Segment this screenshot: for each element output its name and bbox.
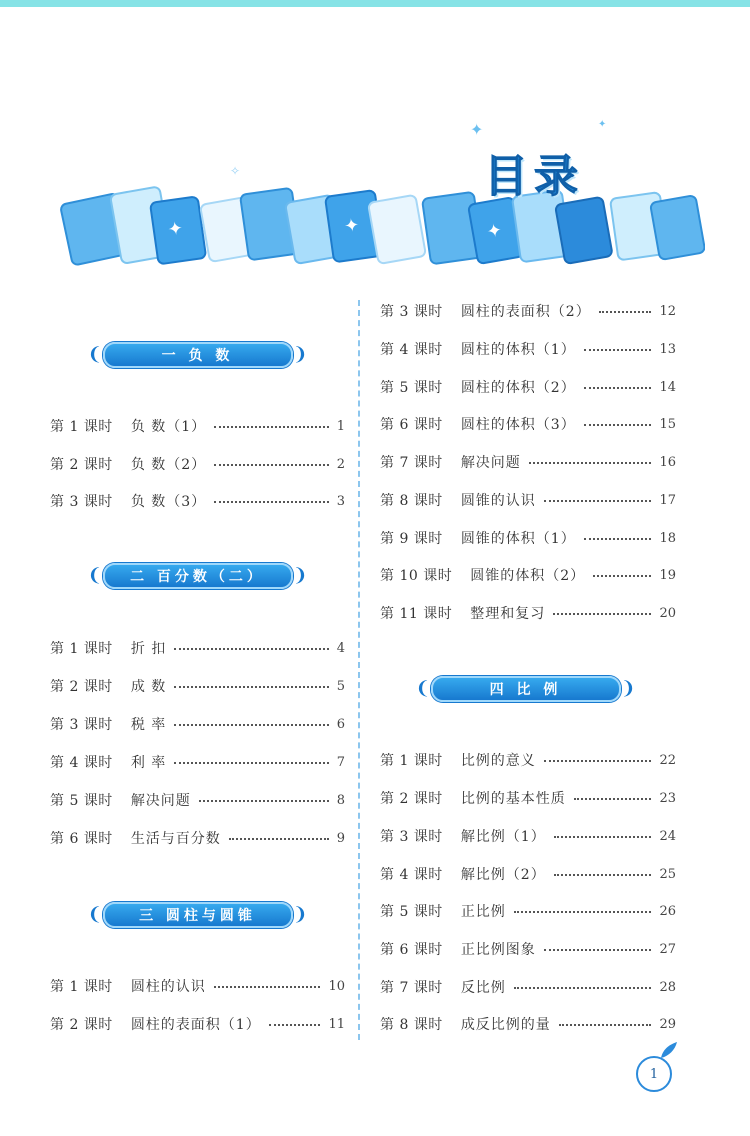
lesson-title: 成 数 [130, 679, 167, 695]
lesson-number: 第 8 课时 [380, 1017, 443, 1033]
lesson-number: 第 7 课时 [380, 455, 443, 471]
leader-dots [584, 538, 652, 540]
lesson-title: 成反比例的量 [460, 1017, 551, 1033]
page-ref: 26 [659, 903, 676, 919]
lesson-title: 正比例图象 [460, 942, 536, 958]
lesson-number: 第 2 课时 [50, 679, 113, 695]
scroll-ornament-icon: ❨ [87, 565, 103, 586]
lesson-title: 负 数（1） [130, 419, 207, 435]
toc-entry[interactable] [380, 749, 676, 771]
leader-dots [544, 500, 652, 502]
svg-text:✧: ✧ [230, 164, 241, 178]
lesson-title: 圆柱的体积（3） [460, 417, 576, 433]
lesson-title: 利 率 [130, 755, 167, 771]
top-color-strip [0, 0, 750, 7]
toc-entry[interactable] [50, 827, 345, 849]
lesson-number: 第 3 课时 [50, 494, 113, 510]
page-ref: 24 [659, 828, 676, 844]
lesson-number: 第 3 课时 [380, 829, 443, 845]
leader-dots [269, 1024, 321, 1026]
page-ref: 6 [336, 716, 345, 732]
page-ref: 5 [336, 678, 345, 694]
leader-dots [599, 311, 652, 313]
leader-dots [514, 911, 652, 913]
chapter-title: 一 负 数 [103, 342, 293, 368]
page-title: 目录 [484, 151, 584, 202]
lesson-number: 第 3 课时 [50, 717, 113, 733]
lesson-title: 圆柱的体积（2） [460, 380, 576, 396]
page-ref: 10 [328, 978, 345, 994]
leader-dots [174, 724, 328, 726]
lesson-title: 解决问题 [460, 455, 521, 471]
toc-entry[interactable] [50, 675, 345, 697]
lesson-number: 第 5 课时 [380, 904, 443, 920]
page-ref: 9 [336, 830, 345, 846]
lesson-number: 第 5 课时 [380, 380, 443, 396]
tile-row [60, 186, 705, 265]
column-divider [358, 300, 362, 1040]
toc-entry[interactable] [380, 376, 676, 398]
page-ref: 11 [328, 1016, 345, 1032]
toc-entry[interactable] [380, 527, 676, 549]
page-ref: 18 [659, 530, 676, 546]
leader-dots [529, 462, 652, 464]
page-number-badge [636, 1056, 672, 1092]
lesson-number: 第 11 课时 [380, 606, 453, 622]
toc-entry[interactable] [380, 413, 676, 435]
chapter-heading [415, 676, 636, 702]
lesson-title: 生活与百分数 [130, 831, 221, 847]
chapter-heading [87, 563, 308, 589]
page-ref: 12 [659, 303, 676, 319]
page-ref: 1 [336, 418, 345, 434]
lesson-title: 解比例（2） [460, 867, 546, 883]
page-ref: 15 [659, 416, 676, 432]
page-ref: 20 [659, 605, 676, 621]
toc-entry[interactable] [380, 338, 676, 360]
lesson-number: 第 4 课时 [50, 755, 113, 771]
toc-entry[interactable] [380, 825, 676, 847]
leader-dots [584, 387, 652, 389]
lesson-title: 圆柱的表面积（2） [460, 304, 591, 320]
header-banner [50, 95, 705, 285]
toc-entry[interactable] [50, 1013, 345, 1035]
chapter-title: 三 圆柱与圆锥 [103, 902, 293, 928]
toc-entry[interactable] [380, 602, 676, 624]
lesson-title: 整理和复习 [470, 606, 546, 622]
leader-dots [554, 874, 652, 876]
svg-text:✦: ✦ [342, 214, 361, 238]
toc-entry[interactable] [380, 1013, 676, 1035]
lesson-title: 税 率 [130, 717, 167, 733]
leader-dots [174, 648, 328, 650]
page-ref: 4 [336, 640, 345, 656]
scroll-ornament-icon: ❩ [620, 678, 636, 699]
leader-dots [199, 800, 329, 802]
lesson-number: 第 3 课时 [380, 304, 443, 320]
lesson-title: 圆锥的体积（2） [470, 568, 586, 584]
lesson-number: 第 2 课时 [380, 791, 443, 807]
lesson-number: 第 7 课时 [380, 980, 443, 996]
page-ref: 25 [659, 866, 676, 882]
svg-text:✦: ✦ [166, 217, 185, 241]
leader-dots [574, 798, 652, 800]
scroll-ornament-icon: ❨ [87, 904, 103, 925]
page-ref: 23 [659, 790, 676, 806]
page-ref: 22 [659, 752, 676, 768]
page-ref: 19 [659, 567, 676, 583]
toc-entry[interactable] [380, 787, 676, 809]
leader-dots [514, 987, 652, 989]
lesson-number: 第 4 课时 [380, 867, 443, 883]
toc-entry[interactable] [380, 900, 676, 922]
lesson-number: 第 6 课时 [50, 831, 113, 847]
scroll-ornament-icon: ❩ [292, 565, 308, 586]
toc-entry[interactable] [380, 564, 676, 586]
svg-text:✦: ✦ [598, 119, 607, 130]
lesson-number: 第 1 课时 [50, 979, 113, 995]
lesson-number: 第 10 课时 [380, 568, 453, 584]
leader-dots [584, 349, 652, 351]
page-ref: 8 [336, 792, 345, 808]
toc-entry[interactable] [380, 938, 676, 960]
chapter-heading [87, 342, 308, 368]
lesson-title: 圆锥的认识 [460, 493, 536, 509]
lesson-title: 折 扣 [130, 641, 167, 657]
page-ref: 27 [659, 941, 676, 957]
lesson-number: 第 2 课时 [50, 457, 113, 473]
toc-entry[interactable] [50, 751, 345, 773]
scroll-ornament-icon: ❨ [415, 678, 431, 699]
lesson-title: 比例的意义 [460, 753, 536, 769]
leader-dots [174, 762, 328, 764]
lesson-number: 第 8 课时 [380, 493, 443, 509]
toc-entry[interactable] [50, 415, 345, 437]
toc-entry[interactable] [50, 975, 345, 997]
page-ref: 28 [659, 979, 676, 995]
leader-dots [593, 575, 651, 577]
toc-entry[interactable] [380, 489, 676, 511]
toc-entry[interactable] [50, 713, 345, 735]
page-ref: 7 [336, 754, 345, 770]
lesson-number: 第 1 课时 [50, 419, 113, 435]
scroll-ornament-icon: ❩ [292, 344, 308, 365]
lesson-number: 第 5 课时 [50, 793, 113, 809]
lesson-number: 第 1 课时 [50, 641, 113, 657]
svg-text:✦: ✦ [485, 219, 504, 243]
lesson-title: 解决问题 [130, 793, 191, 809]
leader-dots [544, 760, 652, 762]
toc-entry[interactable] [380, 863, 676, 885]
page-ref: 13 [659, 341, 676, 357]
lesson-title: 比例的基本性质 [460, 791, 566, 807]
chapter-title: 四 比 例 [431, 676, 621, 702]
toc-entry[interactable] [380, 451, 676, 473]
leader-dots [214, 986, 321, 988]
lesson-title: 圆柱的表面积（1） [130, 1017, 261, 1033]
leader-dots [214, 501, 329, 503]
banner-illustration [50, 95, 705, 285]
lesson-title: 反比例 [460, 980, 506, 996]
lesson-title: 圆锥的体积（1） [460, 531, 576, 547]
toc-entry[interactable] [380, 300, 676, 322]
toc-entry[interactable] [50, 490, 345, 512]
page-ref: 14 [659, 379, 676, 395]
lesson-number: 第 2 课时 [50, 1017, 113, 1033]
page-ref: 2 [336, 456, 345, 472]
leader-dots [559, 1024, 652, 1026]
toc-entry[interactable] [50, 453, 345, 475]
lesson-number: 第 1 课时 [380, 753, 443, 769]
leader-dots [214, 464, 329, 466]
toc-entry[interactable] [380, 976, 676, 998]
lesson-number: 第 6 课时 [380, 417, 443, 433]
leader-dots [214, 426, 329, 428]
chapter-heading [87, 902, 308, 928]
scroll-ornament-icon: ❨ [87, 344, 103, 365]
lesson-number: 第 9 课时 [380, 531, 443, 547]
leader-dots [584, 424, 652, 426]
svg-text:✦: ✦ [470, 120, 484, 139]
lesson-title: 负 数（2） [130, 457, 207, 473]
leader-dots [174, 686, 328, 688]
leader-dots [544, 949, 652, 951]
lesson-number: 第 4 课时 [380, 342, 443, 358]
lesson-title: 圆柱的认识 [130, 979, 206, 995]
leader-dots [554, 836, 652, 838]
page-ref: 16 [659, 454, 676, 470]
page-number: 1 [649, 1066, 659, 1082]
page-ref: 3 [336, 493, 345, 509]
page-ref: 17 [659, 492, 676, 508]
lesson-title: 负 数（3） [130, 494, 207, 510]
lesson-number: 第 6 课时 [380, 942, 443, 958]
toc-entry[interactable] [50, 637, 345, 659]
page-ref: 29 [659, 1016, 676, 1032]
toc-entry[interactable] [50, 789, 345, 811]
lesson-title: 圆柱的体积（1） [460, 342, 576, 358]
chapter-title: 二 百分数（二） [103, 563, 293, 589]
leader-dots [229, 838, 329, 840]
lesson-title: 解比例（1） [460, 829, 546, 845]
leader-dots [553, 613, 651, 615]
scroll-ornament-icon: ❩ [292, 904, 308, 925]
lesson-title: 正比例 [460, 904, 506, 920]
